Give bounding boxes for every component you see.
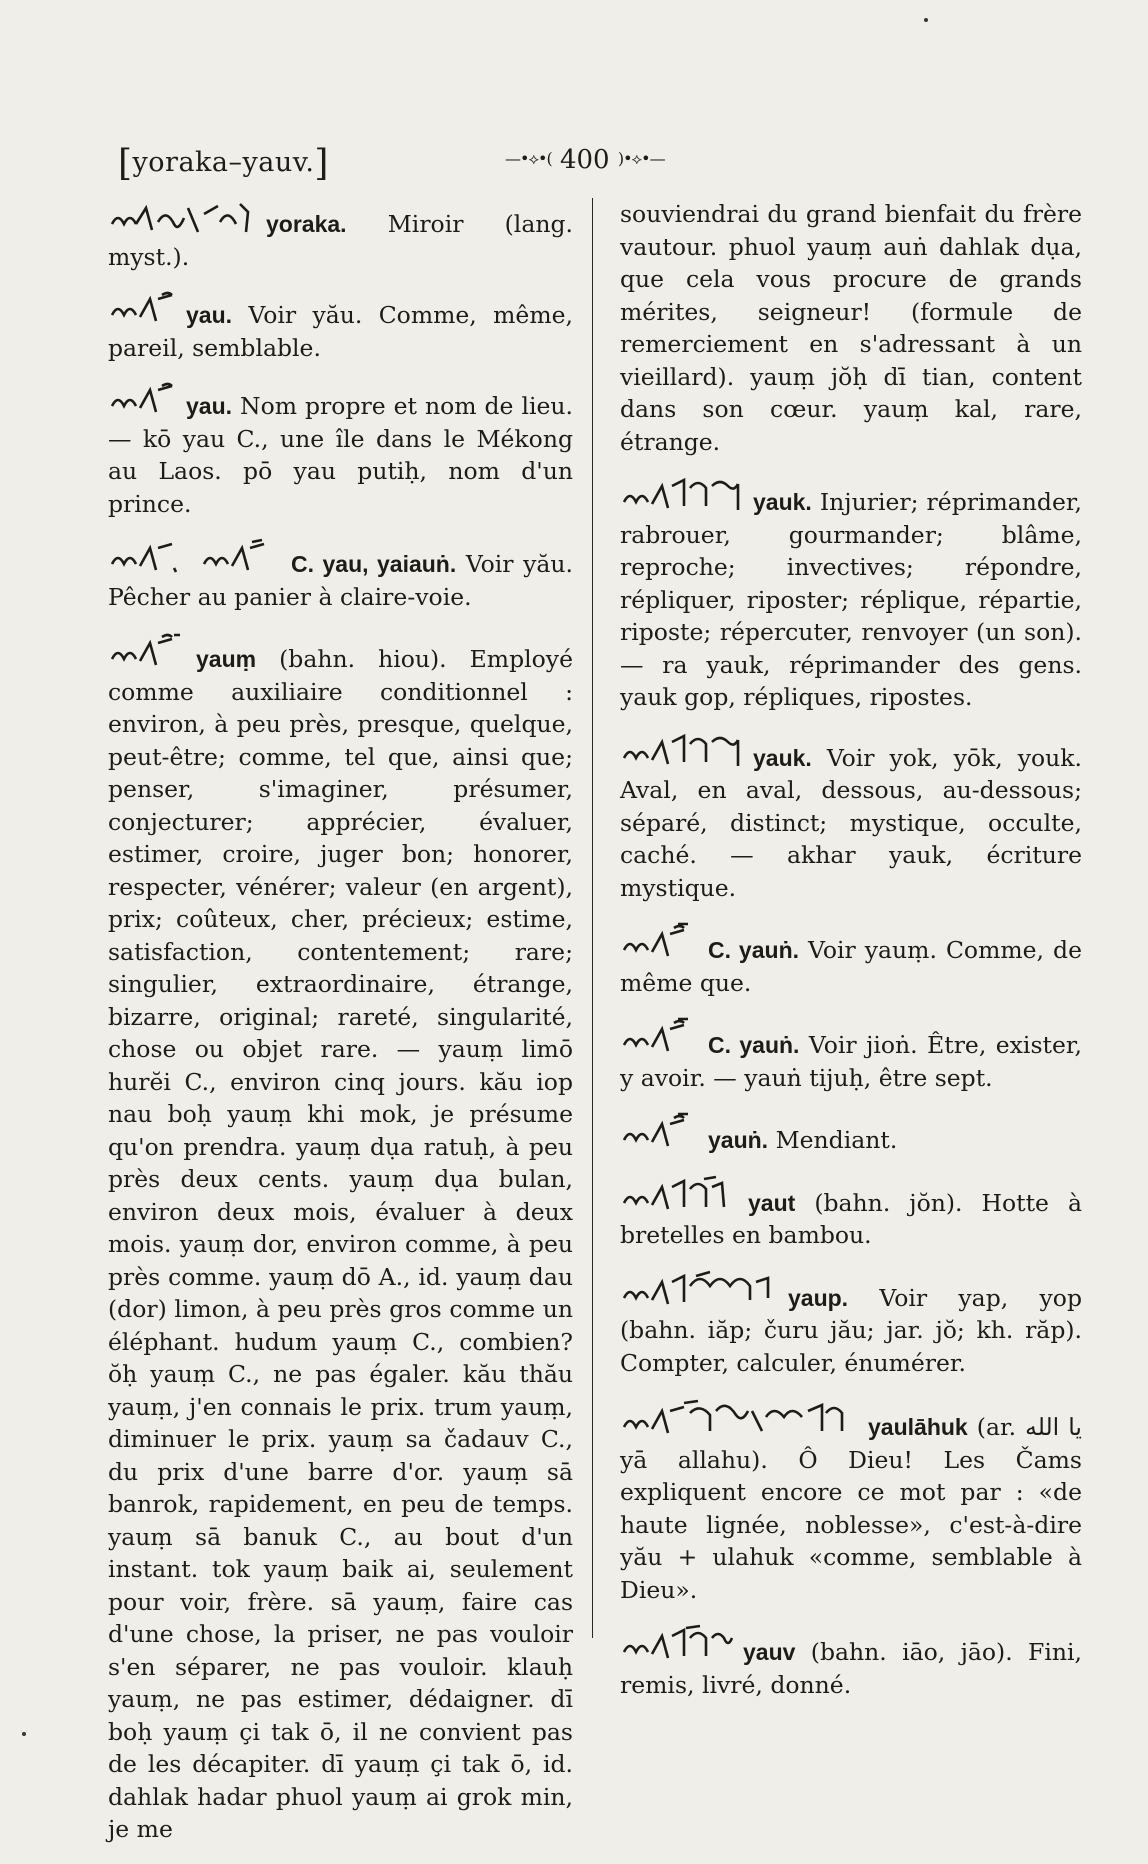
definition: Injurier; réprimander, rabrouer, gourmander; blâme, reproche; invectives; répondre, répliquer, riposter; réplique, répartie, riposte; répercuter, renvoyer (un son). — ra yauk, réprimander des gens. yauk gop, répliques, ripostes. bbox=[620, 488, 1082, 711]
headword: yoraka. bbox=[266, 211, 347, 237]
definition: Nom propre et nom de lieu. — kō yau C., une île dans le Mékong au Laos. pō yau putiḥ, nom d'un prince. bbox=[108, 392, 573, 518]
cham-script-glyph bbox=[620, 1112, 700, 1154]
headword: yaulāhuk bbox=[868, 1414, 968, 1440]
definition: Voir yău. Comme, même, pareil, semblable. bbox=[108, 301, 573, 362]
headword: yauk. bbox=[753, 489, 812, 515]
range-left: yoraka bbox=[132, 147, 229, 178]
right-column bbox=[620, 198, 1082, 1719]
headword: yaup. bbox=[788, 1284, 849, 1311]
open-bracket: [ bbox=[118, 143, 133, 184]
paper-speck bbox=[22, 1732, 26, 1736]
definition: (ar. يا الله yā allahu). Ô Dieu! Les Čams expliquent encore ce mot par : «de haute lignée, noblesse», c'est-à-dire yău + ulahuk «comme, semblable à Dieu». bbox=[620, 1413, 1082, 1604]
range-right: yauv. bbox=[242, 147, 315, 178]
cham-script-glyph bbox=[108, 382, 178, 420]
headword: C. yauṅ. bbox=[708, 1032, 800, 1058]
entry-yauv bbox=[620, 1624, 1082, 1701]
definition: souviendrai du grand bienfait du frère vautour. phuol yauṃ auṅ dahlak dụa, que cela vous procure de grands mérites, seigneur! (formule de remerciement en s'adressant à un vieillard). yauṃ jŏḥ dī tian, content dans son cœur. yauṃ kal, rare, étrange. bbox=[620, 200, 1082, 456]
definition: Voir jioṅ. Être, exister, y avoir. — yauṅ tijuḥ, être sept. bbox=[620, 1031, 1082, 1092]
cham-script-glyph bbox=[620, 922, 700, 964]
cham-script-glyph bbox=[108, 538, 283, 578]
entry-yaum bbox=[108, 631, 573, 1846]
range-separator: – bbox=[228, 147, 243, 178]
running-head bbox=[118, 143, 329, 184]
definition: Mendiant. bbox=[775, 1126, 898, 1154]
cham-script-glyph bbox=[620, 1175, 740, 1217]
headword: yaut bbox=[748, 1189, 796, 1216]
entry-yoraka bbox=[108, 200, 573, 273]
definition: Voir yău. Pêcher au panier à claire-voie. bbox=[108, 550, 573, 611]
entry-yau-2 bbox=[108, 382, 573, 520]
definition: (bahn. hiou). Employé comme auxiliaire conditionnel : environ, à peu près, presque, quelque, peut-être; comme, tel que, ainsi que; penser, s'imaginer, présumer, conjecturer; apprécier, évaluer, estimer, croire, juger bon; honorer, respecter, vénérer; valeur (en argent), prix; coûteux, cher, précieux; estime, satisfaction, contentement; rare; singulier, extraordinaire, étrange, bizarre, original; rareté, singularité, chose ou objet rare. — yauṃ limō hurĕi C., environ cinq jours. kău iop nau boḥ yauṃ khi mok, je présume qu'on prendra. yauṃ dụa ratuḥ, à peu près deux cents. yauṃ dụa bulan, environ deux mois, évaluer à deux mois. yauṃ dor, environ comme, à peu près comme. yauṃ dō A., id. yauṃ dau (dor) limon, à peu près gros comme un éléphant. hudum yauṃ C., combien? ŏḥ yauṃ C., ne pas égaler. kău thău yauṃ, j'en connais le prix. trum yauṃ, diminuer le prix. yauṃ sa čadauv C., du prix d'une barre d'or. yauṃ sā banrok, rapidement, en peu de temps. yauṃ sā banuk C., au bout d'un instant. tok yauṃ baik ai, seulement pour voir, frère. sā yauṃ, faire cas d'une chose, la priser, ne pas vouloir s'en séparer, ne pas vouloir. klauḥ yauṃ, ne pas estimer, dédaigner. dī boḥ yauṃ çi tak ō, il ne convient pas de les décapiter. dī yauṃ çi tak ō, id. dahlak hadar phuol yauṃ ai grok min, je me bbox=[108, 645, 573, 1843]
cham-script-glyph bbox=[620, 1624, 735, 1666]
entry-yaulahuk bbox=[620, 1397, 1082, 1606]
entry-yaum-continued bbox=[620, 198, 1082, 458]
headword: yauṃ bbox=[196, 646, 257, 672]
definition: (bahn. jŏn). Hotte à bretelles en bambou. bbox=[620, 1188, 1082, 1249]
headword: yau. bbox=[186, 302, 233, 328]
page-number: 400 bbox=[559, 145, 610, 175]
entry-yaun-2 bbox=[620, 1017, 1082, 1094]
definition: Voir yauṃ. Comme, de même que. bbox=[620, 936, 1082, 997]
definition: (bahn. iāo, jāo). Fini, remis, livré, donné. bbox=[620, 1638, 1082, 1699]
column-divider bbox=[592, 198, 593, 1638]
cham-script-glyph bbox=[620, 1270, 780, 1312]
entry-yaup bbox=[620, 1270, 1082, 1380]
entry-yau-yaiaun bbox=[108, 538, 573, 613]
entry-yauk-1 bbox=[620, 476, 1082, 714]
cham-script-glyph bbox=[108, 291, 178, 329]
entry-yau-1 bbox=[108, 291, 573, 364]
headword: yau. bbox=[186, 393, 233, 419]
definition: Miroir (lang. myst.). bbox=[108, 210, 573, 271]
definition: Voir yap, yop (bahn. iăp; čuru jău; jar. jŏ; kh. răp). Compter, calculer, énumérer. bbox=[620, 1283, 1082, 1377]
close-bracket: ] bbox=[314, 143, 329, 184]
headword: yauk. bbox=[753, 744, 812, 771]
entry-yaun-3 bbox=[620, 1112, 1082, 1157]
ornament-left-icon: —•⟡•( bbox=[505, 149, 552, 168]
entry-yaut bbox=[620, 1175, 1082, 1252]
headword: C. yauṅ. bbox=[708, 937, 800, 963]
entry-yauk-2 bbox=[620, 732, 1082, 905]
cham-script-glyph bbox=[620, 476, 745, 516]
headword: C. yau, yaiauṅ. bbox=[291, 551, 457, 577]
headword: yauv bbox=[743, 1639, 796, 1665]
left-column bbox=[108, 200, 573, 1864]
ornament-right-icon: )•⟡•— bbox=[617, 149, 665, 168]
cham-script-glyph bbox=[108, 200, 258, 238]
paper-speck bbox=[924, 18, 928, 22]
cham-script-glyph bbox=[620, 1397, 860, 1441]
entry-yaun-1 bbox=[620, 922, 1082, 999]
definition: Voir yok, yōk, youk. Aval, en aval, dessous, au-dessous; séparé, distinct; mystique, occulte, caché. — akhar yauk, écriture mystique. bbox=[620, 743, 1082, 902]
cham-script-glyph bbox=[108, 631, 188, 673]
cham-script-glyph bbox=[620, 732, 745, 772]
cham-script-glyph bbox=[620, 1017, 700, 1059]
headword: yauṅ. bbox=[708, 1127, 769, 1153]
page-number-block bbox=[505, 145, 665, 175]
